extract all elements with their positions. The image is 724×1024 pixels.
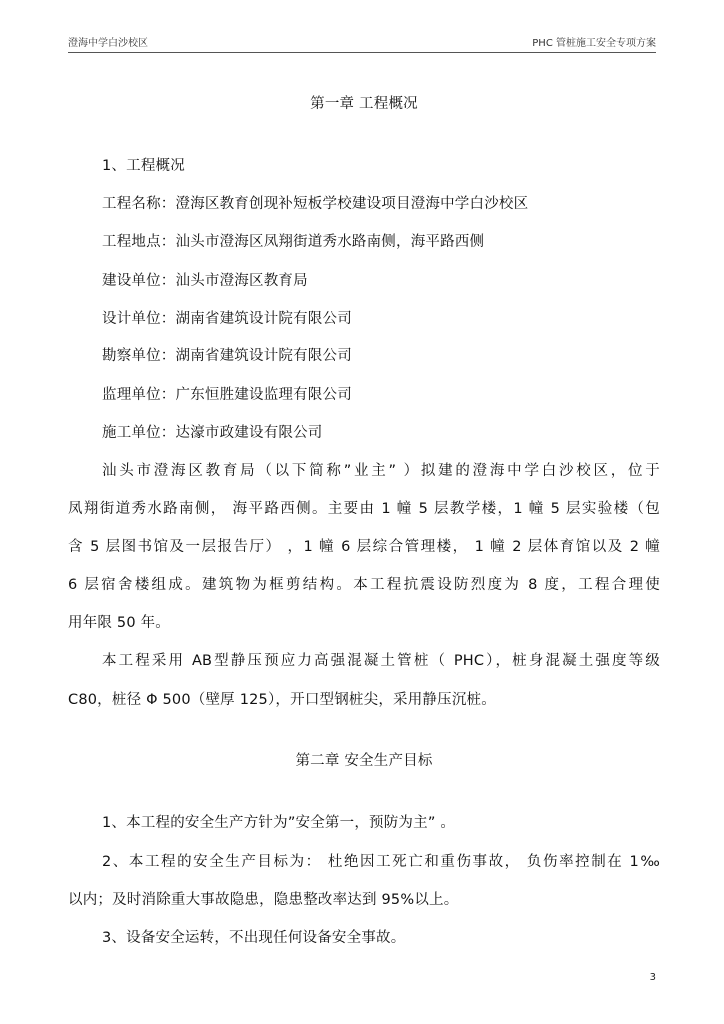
project-location: 工程地点：汕头市澄海区凤翔街道秀水路南侧，海平路西侧 [102,234,485,250]
paragraph-2-line-1: 本工程采用 AB型静压预应力高强混凝土管桩（ PHC），桩身混凝土强度等级 [102,653,660,669]
paragraph-2-line-2: C80，桩径 Φ 500（壁厚 125），开口型钢桩尖，采用静压沉桩。 [68,692,496,708]
survey-unit: 勘察单位：湖南省建筑设计院有限公司 [102,348,352,364]
owner-unit: 建设单位：汕头市澄海区教育局 [102,273,308,289]
paragraph-1-line-5: 用年限 50 年。 [68,615,170,631]
safety-goal-1: 1、本工程的安全生产方针为”安全第一，预防为主” 。 [102,815,456,831]
safety-goal-3: 3、设备安全运转，不出现任何设备安全事故。 [102,930,406,946]
header-divider [68,52,656,53]
safety-goal-2-line-2: 以内；及时消除重大事故隐患，隐患整改率达到 95%以上。 [68,892,459,908]
paragraph-1-line-4: 6 层宿舍楼组成。建筑物为框剪结构。本工程抗震设防烈度为 8 度，工程合理使 [68,577,660,593]
paragraph-1-line-3: 含 5 层图书馆及一层报告厅） ，1 幢 6 层综合管理楼， 1 幢 2 层体育馆以及 2 幢 [68,539,660,555]
design-unit: 设计单位：湖南省建筑设计院有限公司 [102,311,352,327]
page-number: 3 [649,972,656,983]
supervision-unit: 监理单位：广东恒胜建设监理有限公司 [102,387,352,403]
chapter-1-title: 第一章 工程概况 [310,96,418,112]
chapter-2-title: 第二章 安全生产目标 [295,753,433,769]
page-header [68,34,656,50]
paragraph-1-line-1: 汕头市澄海区教育局（以下简称”业主” ）拟建的澄海中学白沙校区，位于 [102,463,660,479]
safety-goal-2-line-1: 2、本工程的安全生产目标为： 杜绝因工死亡和重伤事故， 负伤率控制在 1‰ [102,854,660,870]
construction-unit: 施工单位：达濠市政建设有限公司 [102,425,323,441]
header-left-text: 澄海中学白沙校区 [68,38,148,49]
project-name: 工程名称：澄海区教育创现补短板学校建设项目澄海中学白沙校区 [102,196,529,212]
paragraph-1-line-2: 凤翔街道秀水路南侧， 海平路西侧。主要由 1 幢 5 层教学楼，1 幢 5 层实验楼（包 [68,501,660,517]
header-right-text: PHC 管桩施工安全专项方案 [532,38,656,49]
section-1-heading: 1、工程概况 [102,158,185,174]
